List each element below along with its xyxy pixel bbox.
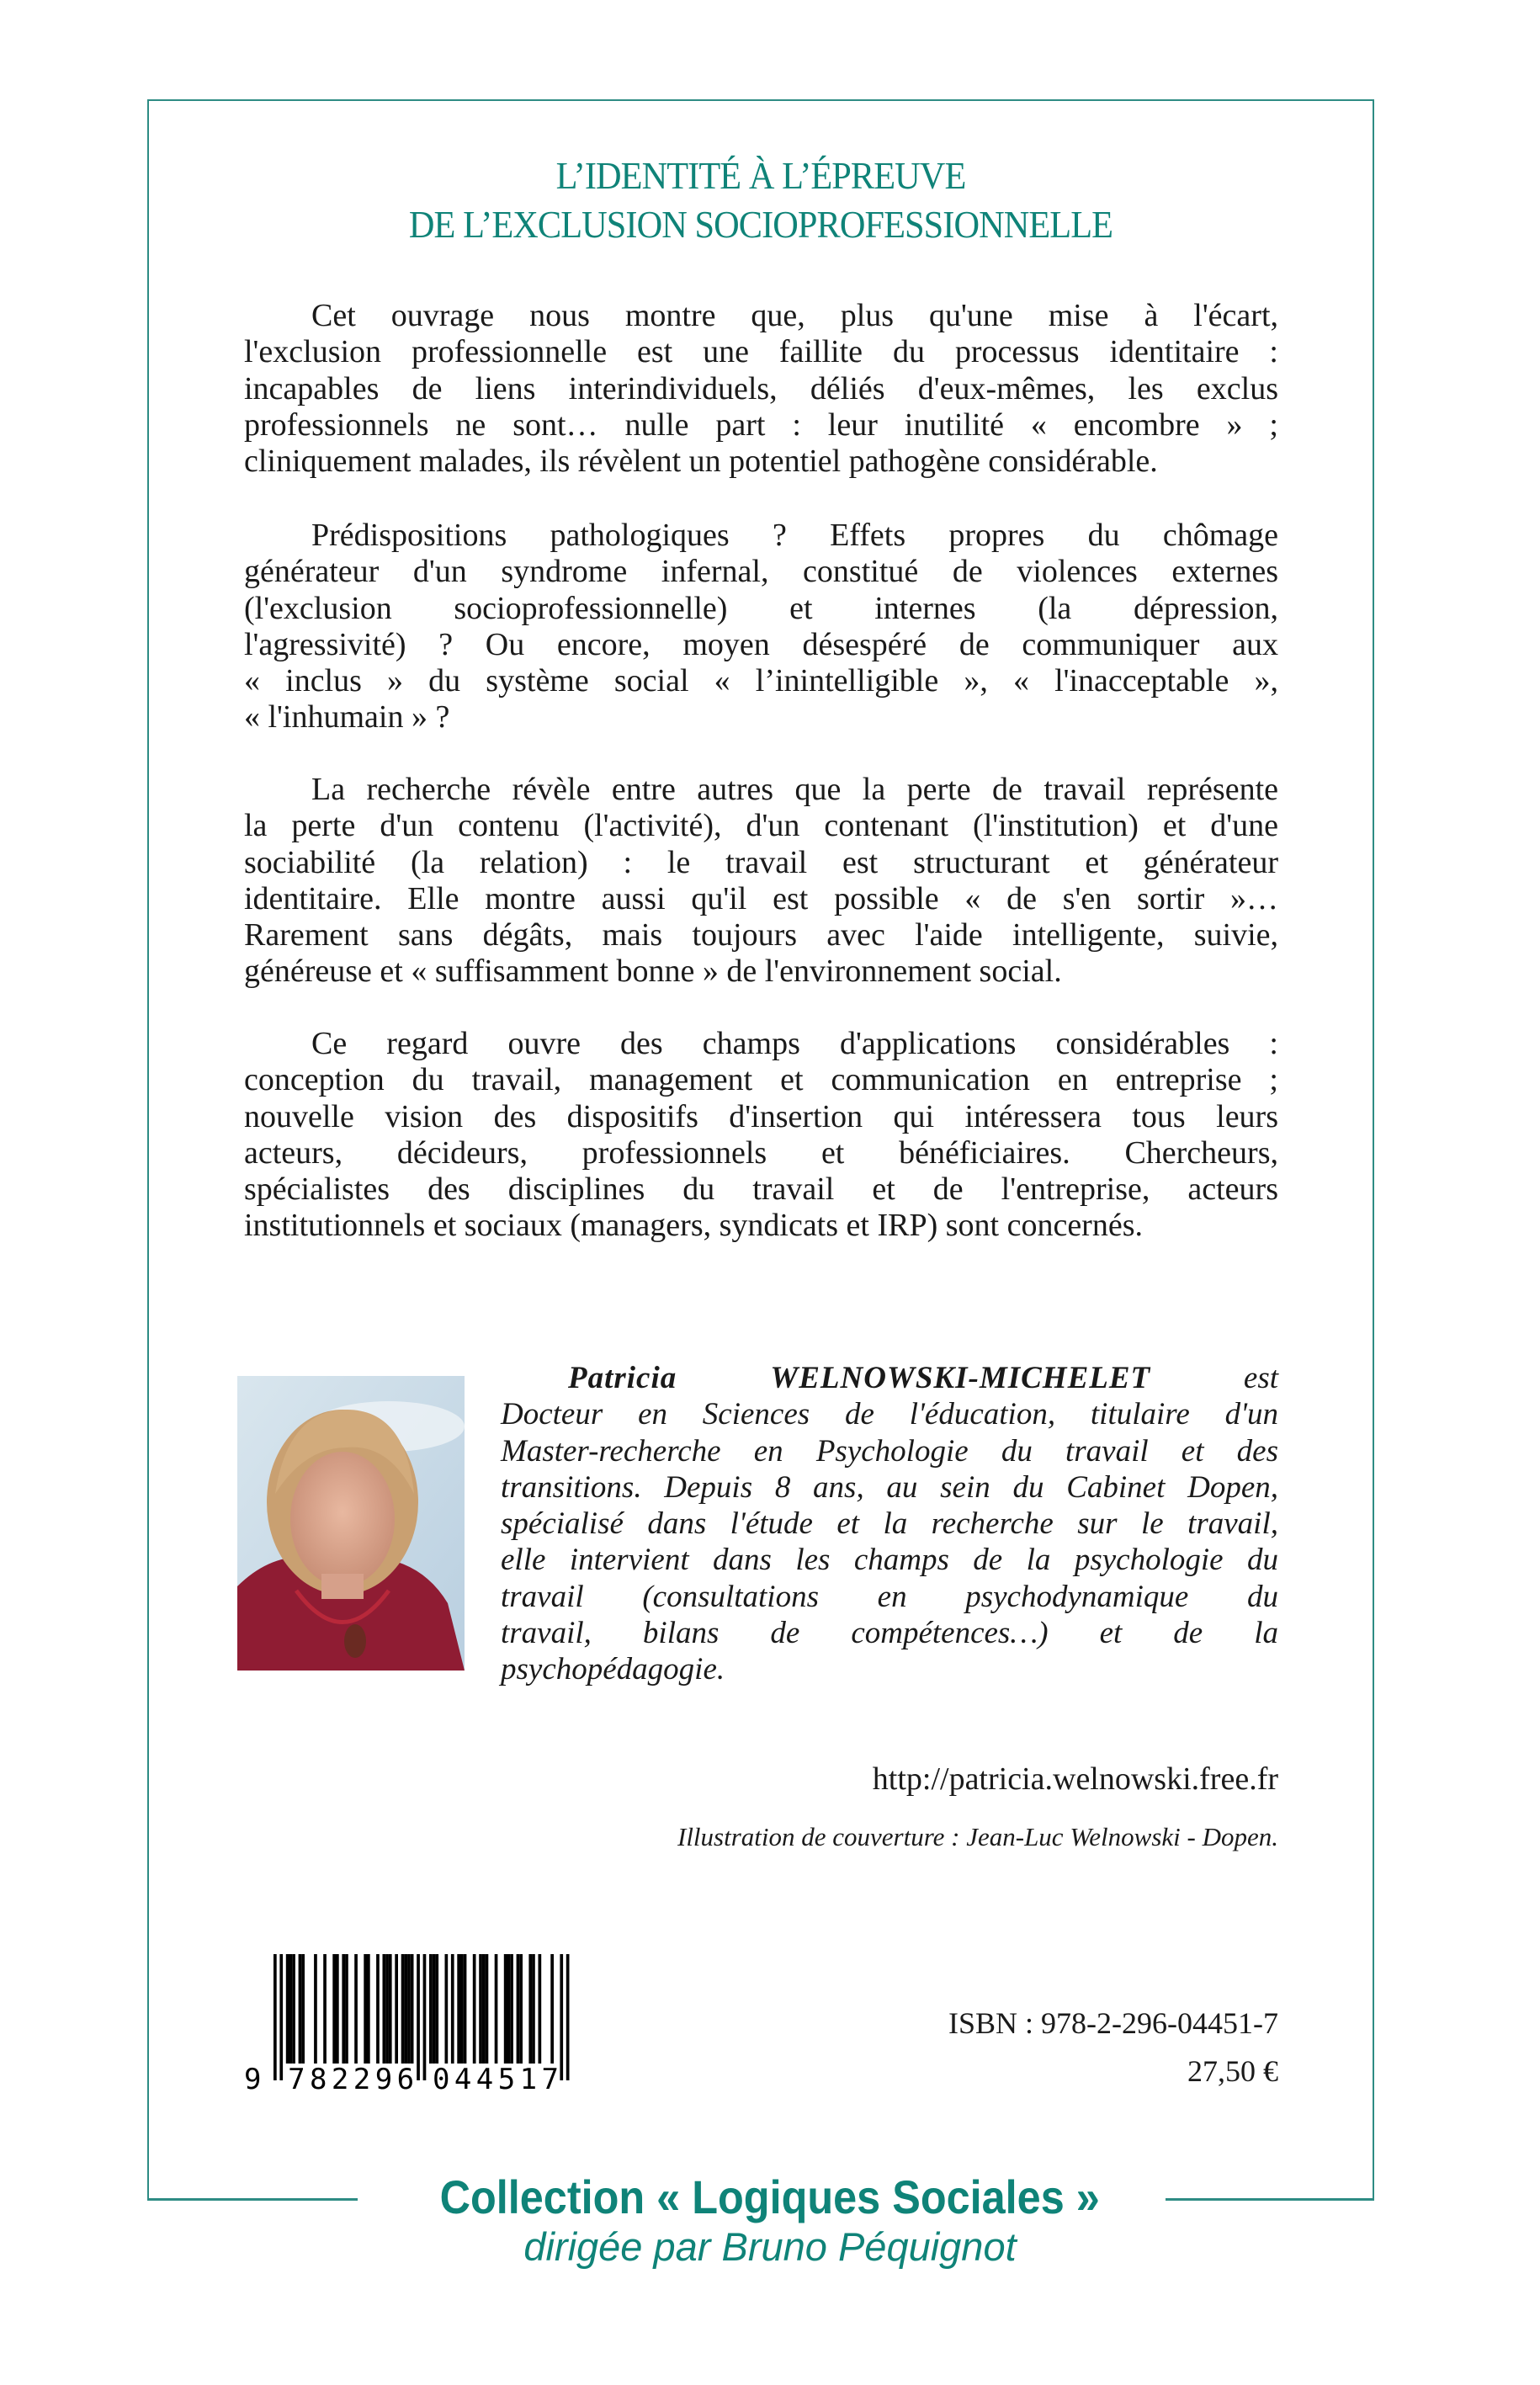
barcode-bar xyxy=(519,1954,523,2064)
barcode-bar xyxy=(286,1954,289,2064)
description-paragraph xyxy=(244,772,1278,991)
barcode-bar xyxy=(404,1954,407,2064)
barcode-bar xyxy=(389,1954,392,2064)
bio-line: travail, bilans de compétences…) et de la xyxy=(501,1616,1278,1651)
barcode-bar xyxy=(566,1954,570,2080)
barcode-bar xyxy=(376,1954,380,2064)
author-name: Patricia WELNOWSKI-MICHELET xyxy=(568,1361,1151,1395)
text-line: Ce regard ouvre des champs d'applications considérables : xyxy=(311,1026,1278,1061)
barcode-bar xyxy=(429,1954,433,2064)
bio-line: psychopédagogie. xyxy=(501,1652,725,1687)
barcode-bar xyxy=(495,1954,498,2064)
illustration-credit: Illustration de couverture : Jean-Luc Welnowski - Dopen. xyxy=(677,1822,1278,1851)
barcode-bar xyxy=(323,1954,327,2064)
bio-first-line xyxy=(501,1360,1278,1396)
barcode-bar xyxy=(464,1954,467,2064)
barcode-bar xyxy=(301,1954,305,2064)
barcode-bar xyxy=(517,1954,520,2064)
barcode-bar xyxy=(539,1954,542,2064)
barcode-bar xyxy=(486,1954,489,2064)
barcode-bar xyxy=(292,1954,295,2064)
barcode-bar xyxy=(482,1954,486,2064)
text-line: La recherche révèle entre autres que la perte de travail représente xyxy=(311,772,1278,807)
barcode-bar xyxy=(435,1954,438,2064)
barcode-bar xyxy=(532,1954,535,2064)
bio-line: travail (consultations en psychodynamique du xyxy=(501,1579,1278,1614)
barcode-bar xyxy=(395,1954,398,2064)
barcode-bar xyxy=(473,1954,476,2064)
bio-line: Docteur en Sciences de l'éducation, titulaire d'un xyxy=(501,1397,1278,1432)
barcode-bar xyxy=(364,1954,367,2064)
barcode-bar xyxy=(445,1954,449,2064)
barcode-bar xyxy=(383,1954,386,2064)
barcode-bar xyxy=(273,1954,277,2080)
barcode-digits-right: 044517 xyxy=(433,2063,559,2096)
barcode-bar xyxy=(407,1954,411,2064)
collection-name-wrap xyxy=(0,2170,1540,2224)
barcode-bar xyxy=(367,1954,370,2064)
barcode-bar xyxy=(507,1954,511,2064)
text-line: identitaire. Elle montre aussi qu'il est possible « de s'en sortir »… xyxy=(244,880,1278,916)
text-line: professionnels ne sont… nulle part : leur inutilité « encombre » ; xyxy=(244,406,1278,443)
text-line: l'exclusion professionnelle est une faillite du processus identitaire : xyxy=(244,334,1278,370)
barcode-digits-left: 782296 xyxy=(288,2063,415,2096)
text-line: acteurs, décideurs, professionnels et bénéficiaires. Chercheurs, xyxy=(244,1134,1278,1171)
isbn: ISBN : 978-2-296-04451-7 xyxy=(948,2006,1278,2040)
barcode-bar xyxy=(354,1954,358,2064)
barcode-digit-first: 9 xyxy=(244,2063,262,2096)
text-line: conception du travail, management et communication en entreprise ; xyxy=(244,1062,1278,1098)
text-line: incapables de liens interindividuels, déliés d'eux-mêmes, les exclus xyxy=(244,370,1278,406)
barcode-bar xyxy=(460,1954,464,2064)
text-line: Cet ouvrage nous montre que, plus qu'une mise à l'écart, xyxy=(311,298,1278,333)
book-title-line1: L’IDENTITÉ À L’ÉPREUVE xyxy=(555,154,966,197)
bio-line: elle intervient dans les champs de la psychologie du xyxy=(501,1543,1278,1578)
text-line: la perte d'un contenu (l'activité), d'un contenant (l'institution) et d'une xyxy=(244,808,1278,844)
barcode-bar xyxy=(279,1954,283,2080)
author-website[interactable]: http://patricia.welnowski.free.fr xyxy=(872,1761,1278,1797)
barcode-bar xyxy=(332,1954,336,2064)
text-line: nouvelle vision des dispositifs d'insertion qui intéressera tous leurs xyxy=(244,1098,1278,1134)
text-line: Rarement sans dégâts, mais toujours avec l'aide intelligente, suivie, xyxy=(244,917,1278,953)
barcode-bar xyxy=(401,1954,405,2064)
barcode-bar xyxy=(560,1954,563,2080)
barcode-bar xyxy=(510,1954,513,2064)
barcode-bar xyxy=(345,1954,348,2064)
book-title-line2: DE L’EXCLUSION SOCIOPROFESSIONNELLE xyxy=(408,203,1113,246)
barcode-bar xyxy=(451,1954,454,2064)
barcode-bar xyxy=(417,1954,420,2080)
barcode-bar xyxy=(423,1954,427,2080)
bio-line: Master-recherche en Psychologie du travail et des xyxy=(501,1433,1278,1469)
text-line: « inclus » du système social « l’inintelligible », « l'inacceptable », xyxy=(244,663,1278,699)
author-photo xyxy=(237,1376,465,1671)
text-line: générateur d'un syndrome infernal, constitué de violences externes xyxy=(244,554,1278,590)
bio-line: spécialisé dans l'étude et la recherche sur le travail, xyxy=(501,1506,1278,1542)
description-paragraph xyxy=(244,298,1278,480)
barcode-bar xyxy=(528,1954,532,2064)
collection-director: dirigée par Bruno Péquignot xyxy=(523,2224,1017,2269)
barcode-bar xyxy=(385,1954,389,2064)
barcode-bar xyxy=(457,1954,460,2064)
description-paragraph xyxy=(244,1026,1278,1245)
barcode-bar xyxy=(299,1954,302,2064)
text-line: institutionnels et sociaux (managers, syndicats et IRP) sont concernés. xyxy=(244,1208,1143,1244)
text-line: « l'inhumain » ? xyxy=(244,699,450,736)
text-line: Prédispositions pathologiques ? Effets propres du chômage xyxy=(311,518,1278,553)
text-line: l'agressivité) ? Ou encore, moyen désespéré de communiquer aux xyxy=(244,626,1278,662)
collection-name: Collection « Logiques Sociales » xyxy=(433,2170,1107,2224)
barcode-bar xyxy=(411,1954,414,2064)
text-line: sociabilité (la relation) : le travail est structurant et générateur xyxy=(244,844,1278,880)
isbn-barcode xyxy=(236,1952,589,2096)
barcode-bar xyxy=(336,1954,339,2064)
description-paragraph xyxy=(244,518,1278,736)
text-line: généreuse et « suffisamment bonne » de l'environnement social. xyxy=(244,953,1062,990)
barcode-bar xyxy=(479,1954,482,2064)
barcode-bar xyxy=(433,1954,436,2064)
bio-line: transitions. Depuis 8 ans, au sein du Cabinet Dopen, xyxy=(501,1469,1278,1505)
barcode-bar xyxy=(289,1954,293,2064)
text-line: spécialistes des disciplines du travail et de l'entreprise, acteurs xyxy=(244,1171,1278,1208)
barcode-bar xyxy=(550,1954,554,2064)
barcode-bar xyxy=(314,1954,317,2064)
barcode-bar xyxy=(342,1954,345,2064)
text-line: cliniquement malades, ils révèlent un potentiel pathogène considérable. xyxy=(244,444,1158,480)
price: 27,50 € xyxy=(1187,2054,1278,2088)
barcode-bar xyxy=(504,1954,507,2064)
bio-est: est xyxy=(1243,1361,1279,1395)
author-bio xyxy=(501,1360,1278,1688)
text-line: (l'exclusion socioprofessionnelle) et internes (la dépression, xyxy=(244,590,1278,626)
